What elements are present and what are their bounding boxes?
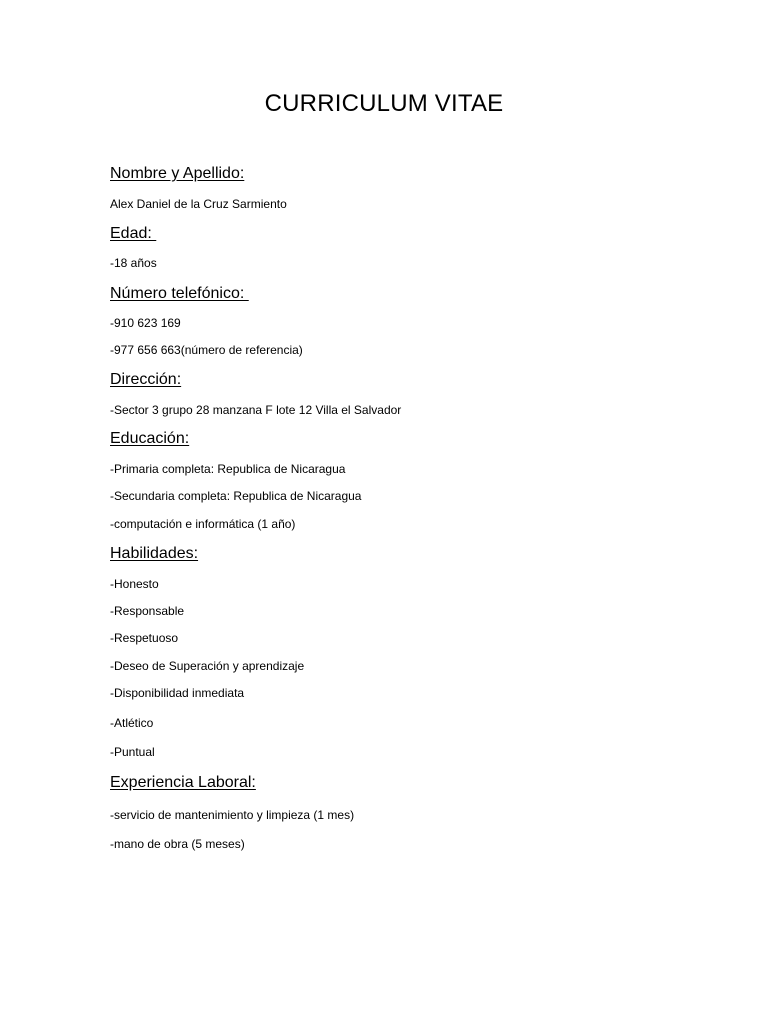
educacion-line-3: -computación e informática (1 año) (110, 517, 296, 531)
habilidad-item-3: -Respetuoso (110, 631, 179, 645)
heading-telefono: Número telefónico: (110, 285, 249, 302)
experiencia-line-2: -mano de obra (5 meses) (110, 837, 245, 851)
heading-habilidades: Habilidades: (110, 545, 199, 562)
telefono-line-1: -910 623 169 (110, 316, 181, 330)
habilidad-item-4: -Deseo de Superación y aprendizaje (110, 659, 305, 673)
habilidad-item-7: -Puntual (110, 745, 155, 759)
educacion-line-2: -Secundaria completa: Republica de Nicaragua (110, 489, 362, 503)
edad-value: -18 años (110, 256, 157, 270)
heading-experiencia: Experiencia Laboral: (110, 774, 256, 791)
habilidad-item-2: -Responsable (110, 604, 185, 618)
nombre-value: Alex Daniel de la Cruz Sarmiento (110, 197, 287, 211)
heading-nombre: Nombre y Apellido: (110, 165, 245, 182)
habilidad-item-1: -Honesto (110, 577, 159, 591)
document-title: CURRICULUM VITAE (264, 90, 504, 117)
heading-edad: Edad: (110, 225, 157, 242)
telefono-line-2: -977 656 663(número de referencia) (110, 343, 303, 357)
experiencia-line-1: -servicio de mantenimiento y limpieza (1 mes) (110, 808, 355, 822)
heading-educacion: Educación: (110, 430, 190, 447)
habilidad-item-6: -Atlético (110, 716, 154, 730)
heading-direccion: Dirección: (110, 371, 182, 388)
direccion-value: -Sector 3 grupo 28 manzana F lote 12 Villa el Salvador (110, 403, 402, 417)
habilidad-item-5: -Disponibilidad inmediata (110, 686, 245, 700)
educacion-line-1: -Primaria completa: Republica de Nicaragua (110, 462, 346, 476)
